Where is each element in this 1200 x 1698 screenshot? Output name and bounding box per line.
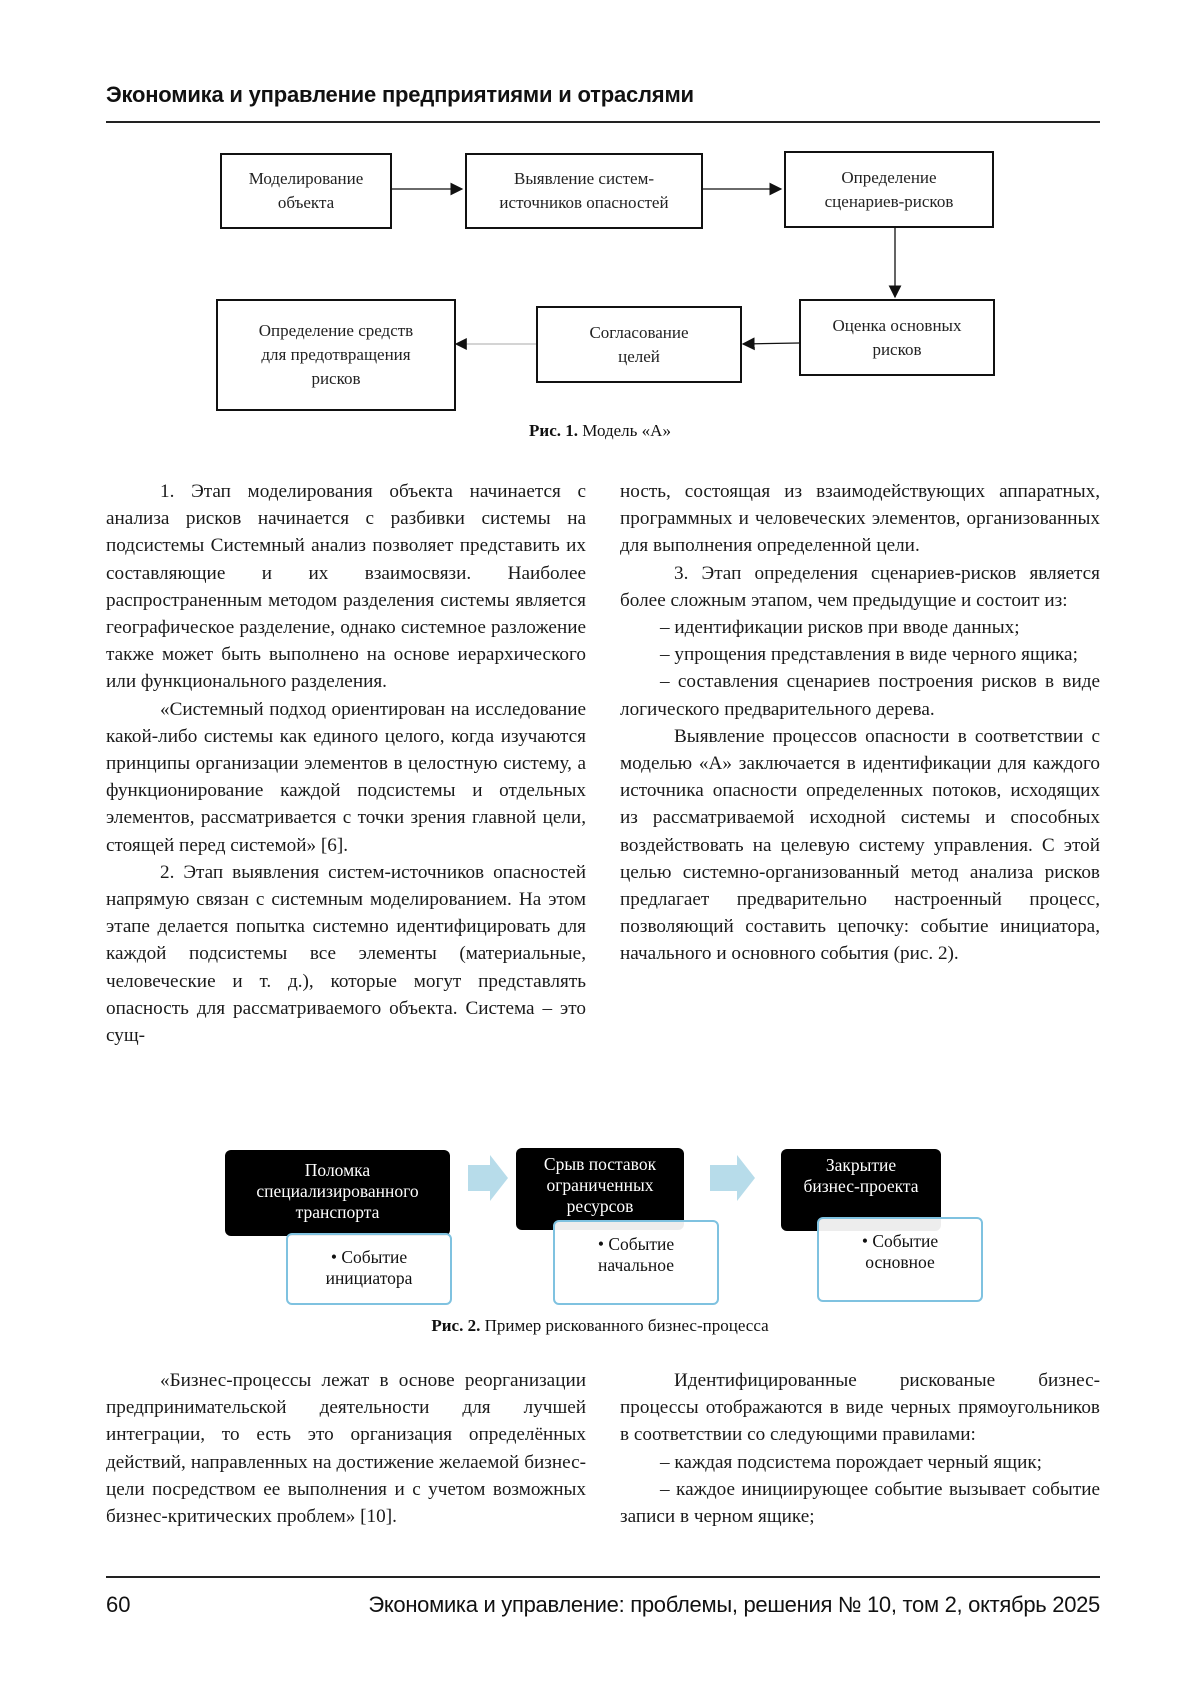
running-title: Экономика и управление предприятиями и отраслями xyxy=(106,82,694,107)
paragraph: «Бизнес-процессы лежат в основе реорганизации предпринимательской деятельности для лучшей интеграции, то есть это организация определённых действий, направленных на достижение желаемой бизнес-цели посредством ее выполнения и с учетом возможных бизнес-критических проблем» [10]. xyxy=(106,1370,586,1528)
chevron-arrow-icon xyxy=(468,1155,508,1201)
list-item: – составления сценариев построения рисков в виде логического предварительного дерева. xyxy=(620,671,1100,720)
figure-1-caption-text: Модель «А» xyxy=(578,421,671,440)
list-item: – каждая подсистема порождает черный ящик; xyxy=(660,1451,1043,1473)
figure-2-caption-text: Пример рискованного бизнес-процесса xyxy=(480,1316,769,1335)
list-item: – каждое инициирующее событие вызывает событие записи в черном ящике; xyxy=(620,1478,1100,1528)
left-column-top xyxy=(106,478,586,1049)
box-prevention-means: Определение средств для предотвращения рисков xyxy=(216,299,456,411)
figure-2-caption-label: Рис. 2. xyxy=(431,1316,481,1335)
figure-1-caption xyxy=(400,421,800,441)
step-2-event: • Событие начальное xyxy=(553,1220,719,1305)
figure-1-caption-label: Рис. 1. xyxy=(529,421,579,440)
paragraph: Идентифицированные рискованые бизнес-процессы отображаются в виде черных прямоугольников в соответствии со следующими правилами: xyxy=(620,1370,1100,1446)
box-coordinate-goals: Согласование целей xyxy=(536,306,742,383)
box-assess-risks: Оценка основных рисков xyxy=(799,299,995,376)
left-column-bottom xyxy=(106,1367,586,1530)
step-2-title: Срыв поставок ограниченных ресурсов xyxy=(516,1148,684,1230)
step-1-title: Поломка специализированного транспорта xyxy=(225,1150,450,1236)
list-item: – идентификации рисков при вводе данных; xyxy=(660,617,1020,639)
step-3-title: Закрытие бизнес-проекта xyxy=(781,1149,941,1231)
paragraph: 2. Этап выявления систем-источников опасностей напрямую связан с системным моделированием. На этом этапе делается попытка системно идентифицировать для каждой подсистемы все элементы (материальные, человеческие и т. д.), которые могут представлять опасность для рассматриваемого объекта. Система – это сущ- xyxy=(106,861,586,1047)
paragraph: 3. Этап определения сценариев-рисков является более сложным этапом, чем предыдущие и состоит из: xyxy=(620,562,1100,611)
step-1-event: • Событие инициатора xyxy=(286,1233,452,1305)
figure-2-caption xyxy=(300,1316,900,1336)
arrow-assess-to-coordinate xyxy=(743,343,799,344)
box-modeling: Моделирование объекта xyxy=(220,153,392,229)
page-number: 60 xyxy=(106,1592,131,1617)
right-column-bottom xyxy=(620,1367,1100,1530)
footer-rule xyxy=(106,1576,1100,1578)
box-identify-sources: Выявление систем- источников опасностей xyxy=(465,153,703,229)
figure-1-model-a xyxy=(0,0,1200,440)
chevron-arrow-icon xyxy=(710,1155,755,1201)
paragraph: 1. Этап моделирования объекта начинается с анализа рисков начинается с разбивки системы на подсистемы Системный анализ позволяет представить их составляющие и их взаимосвязи. Наиболее распространенным методом разделения системы является географическое разделение, однако системное разложение также может быть выполнено на основе иерархического или функционального разделения. xyxy=(106,481,586,693)
box-scenarios: Определение сценариев-рисков xyxy=(784,151,994,228)
right-column-top xyxy=(620,478,1100,968)
list-item: – упрощения представления в виде черного ящика; xyxy=(660,644,1078,666)
journal-citation: Экономика и управление: проблемы, решения № 10, том 2, октябрь 2025 xyxy=(368,1592,1100,1617)
paragraph: Выявление процессов опасности в соответствии с моделью «А» заключается в идентификации для каждого источника опасности определенных потоков, исходящих из рассматриваемой исходной системы и способных воздействовать на целевую систему управления. С этой целью системно-организованный метод анализа рисков предлагает предварительно настроенный процесс, позволяющий составить цепочку: событие инициатора, начального и основного события (рис. 2). xyxy=(620,725,1100,965)
paragraph: ность, состоящая из взаимодействующих аппаратных, программных и человеческих элементов, организованных для выполнения определенной цели. xyxy=(620,481,1100,557)
step-3-event: • Событие основное xyxy=(817,1217,983,1302)
paragraph: «Системный подход ориентирован на исследование какой-либо системы как единого целого, когда изучаются принципы организации элементов в целостную систему, а функционирование каждой подсистемы и отдельных элементов, рассматривается с точки зрения главной цели, стоящей перед системой» [6]. xyxy=(106,698,586,856)
